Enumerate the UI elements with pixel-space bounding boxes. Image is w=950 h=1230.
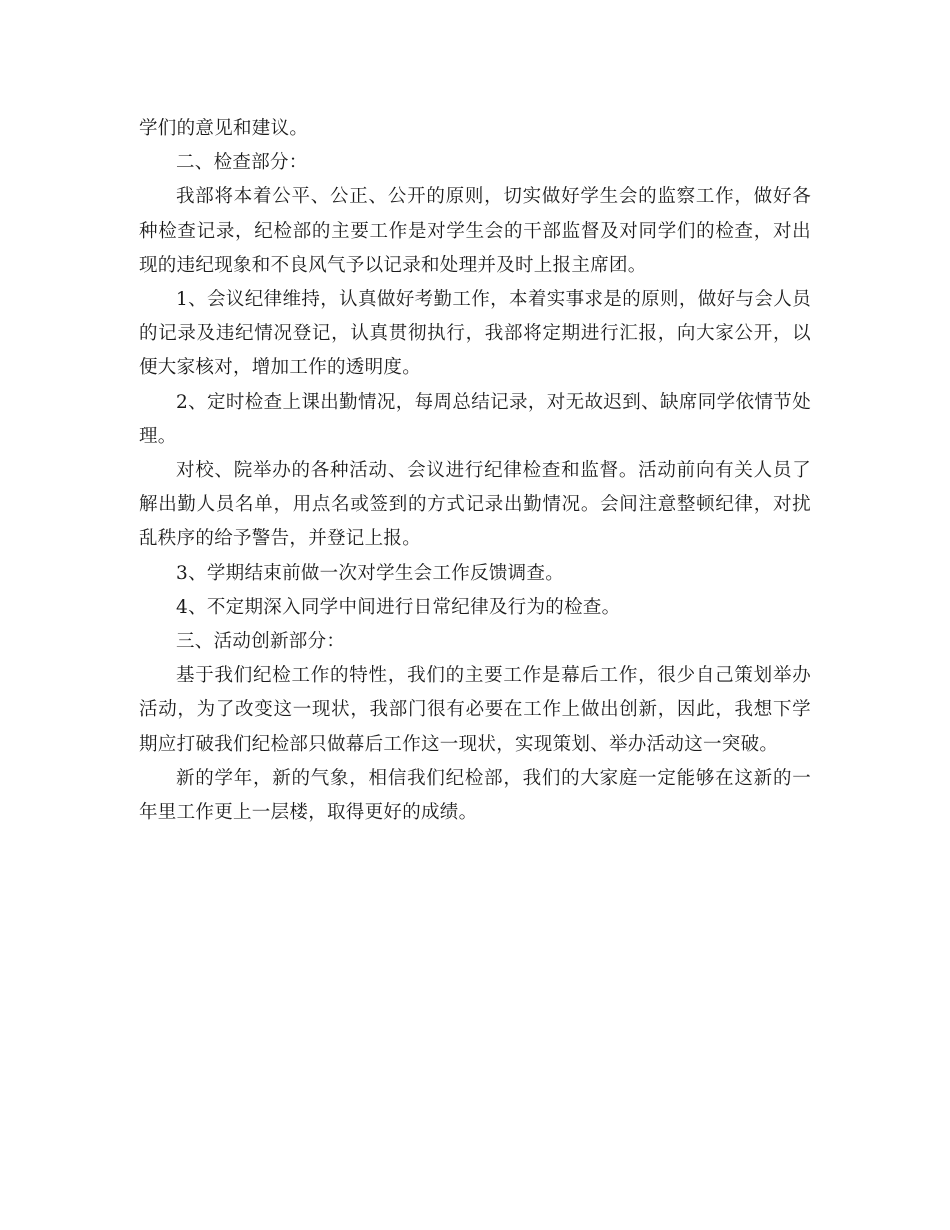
list-item-feedback-survey: 3、学期结束前做一次对学生会工作反馈调查。 <box>176 562 565 584</box>
paragraph-innovation-plan: 基于我们纪检工作的特性，我们的主要工作是幕后工作，很少自己策划举办活动，为了改变这一现状，我部门很有必要在工作上做出创新，因此，我想下学期应打破我们纪检部只做幕后工作这一现状，实现策划、举办活动这一突破。 <box>139 665 811 755</box>
paragraph-continuation: 学们的意见和建议。 <box>139 118 309 139</box>
list-item-daily-inspection: 4、不定期深入同学中间进行日常纪律及行为的检查。 <box>176 596 621 618</box>
paragraph-closing: 新的学年，新的气象，相信我们纪检部，我们的大家庭一定能够在这新的一年里工作更上一层楼，取得更好的成绩。 <box>139 767 811 824</box>
document-body <box>139 112 811 830</box>
section-heading-innovation: 三、活动创新部分： <box>176 631 346 653</box>
section-heading-inspection: 二、检查部分： <box>176 152 308 174</box>
paragraph-inspection-principle: 我部将本着公平、公正、公开的原则，切实做好学生会的监察工作，做好各种检查记录，纪检部的主要工作是对学生会的干部监督及对同学们的检查，对出现的违纪现象和不良风气予以记录和处理并及时上报主席团。 <box>139 186 811 276</box>
list-item-meeting-discipline: 1、会议纪律维持，认真做好考勤工作，本着实事求是的原则，做好与会人员的记录及违纪情况登记，认真贯彻执行，我部将定期进行汇报，向大家公开，以便大家核对，增加工作的透明度。 <box>139 289 811 379</box>
list-item-attendance-check: 2、定时检查上课出勤情况，每周总结记录，对无故迟到、缺席同学依情节处理。 <box>139 391 811 447</box>
paragraph-activity-supervision: 对校、院举办的各种活动、会议进行纪律检查和监督。活动前向有关人员了解出勤人员名单，用点名或签到的方式记录出勤情况。会间注意整顿纪律，对扰乱秩序的给予警告，并登记上报。 <box>139 460 811 550</box>
